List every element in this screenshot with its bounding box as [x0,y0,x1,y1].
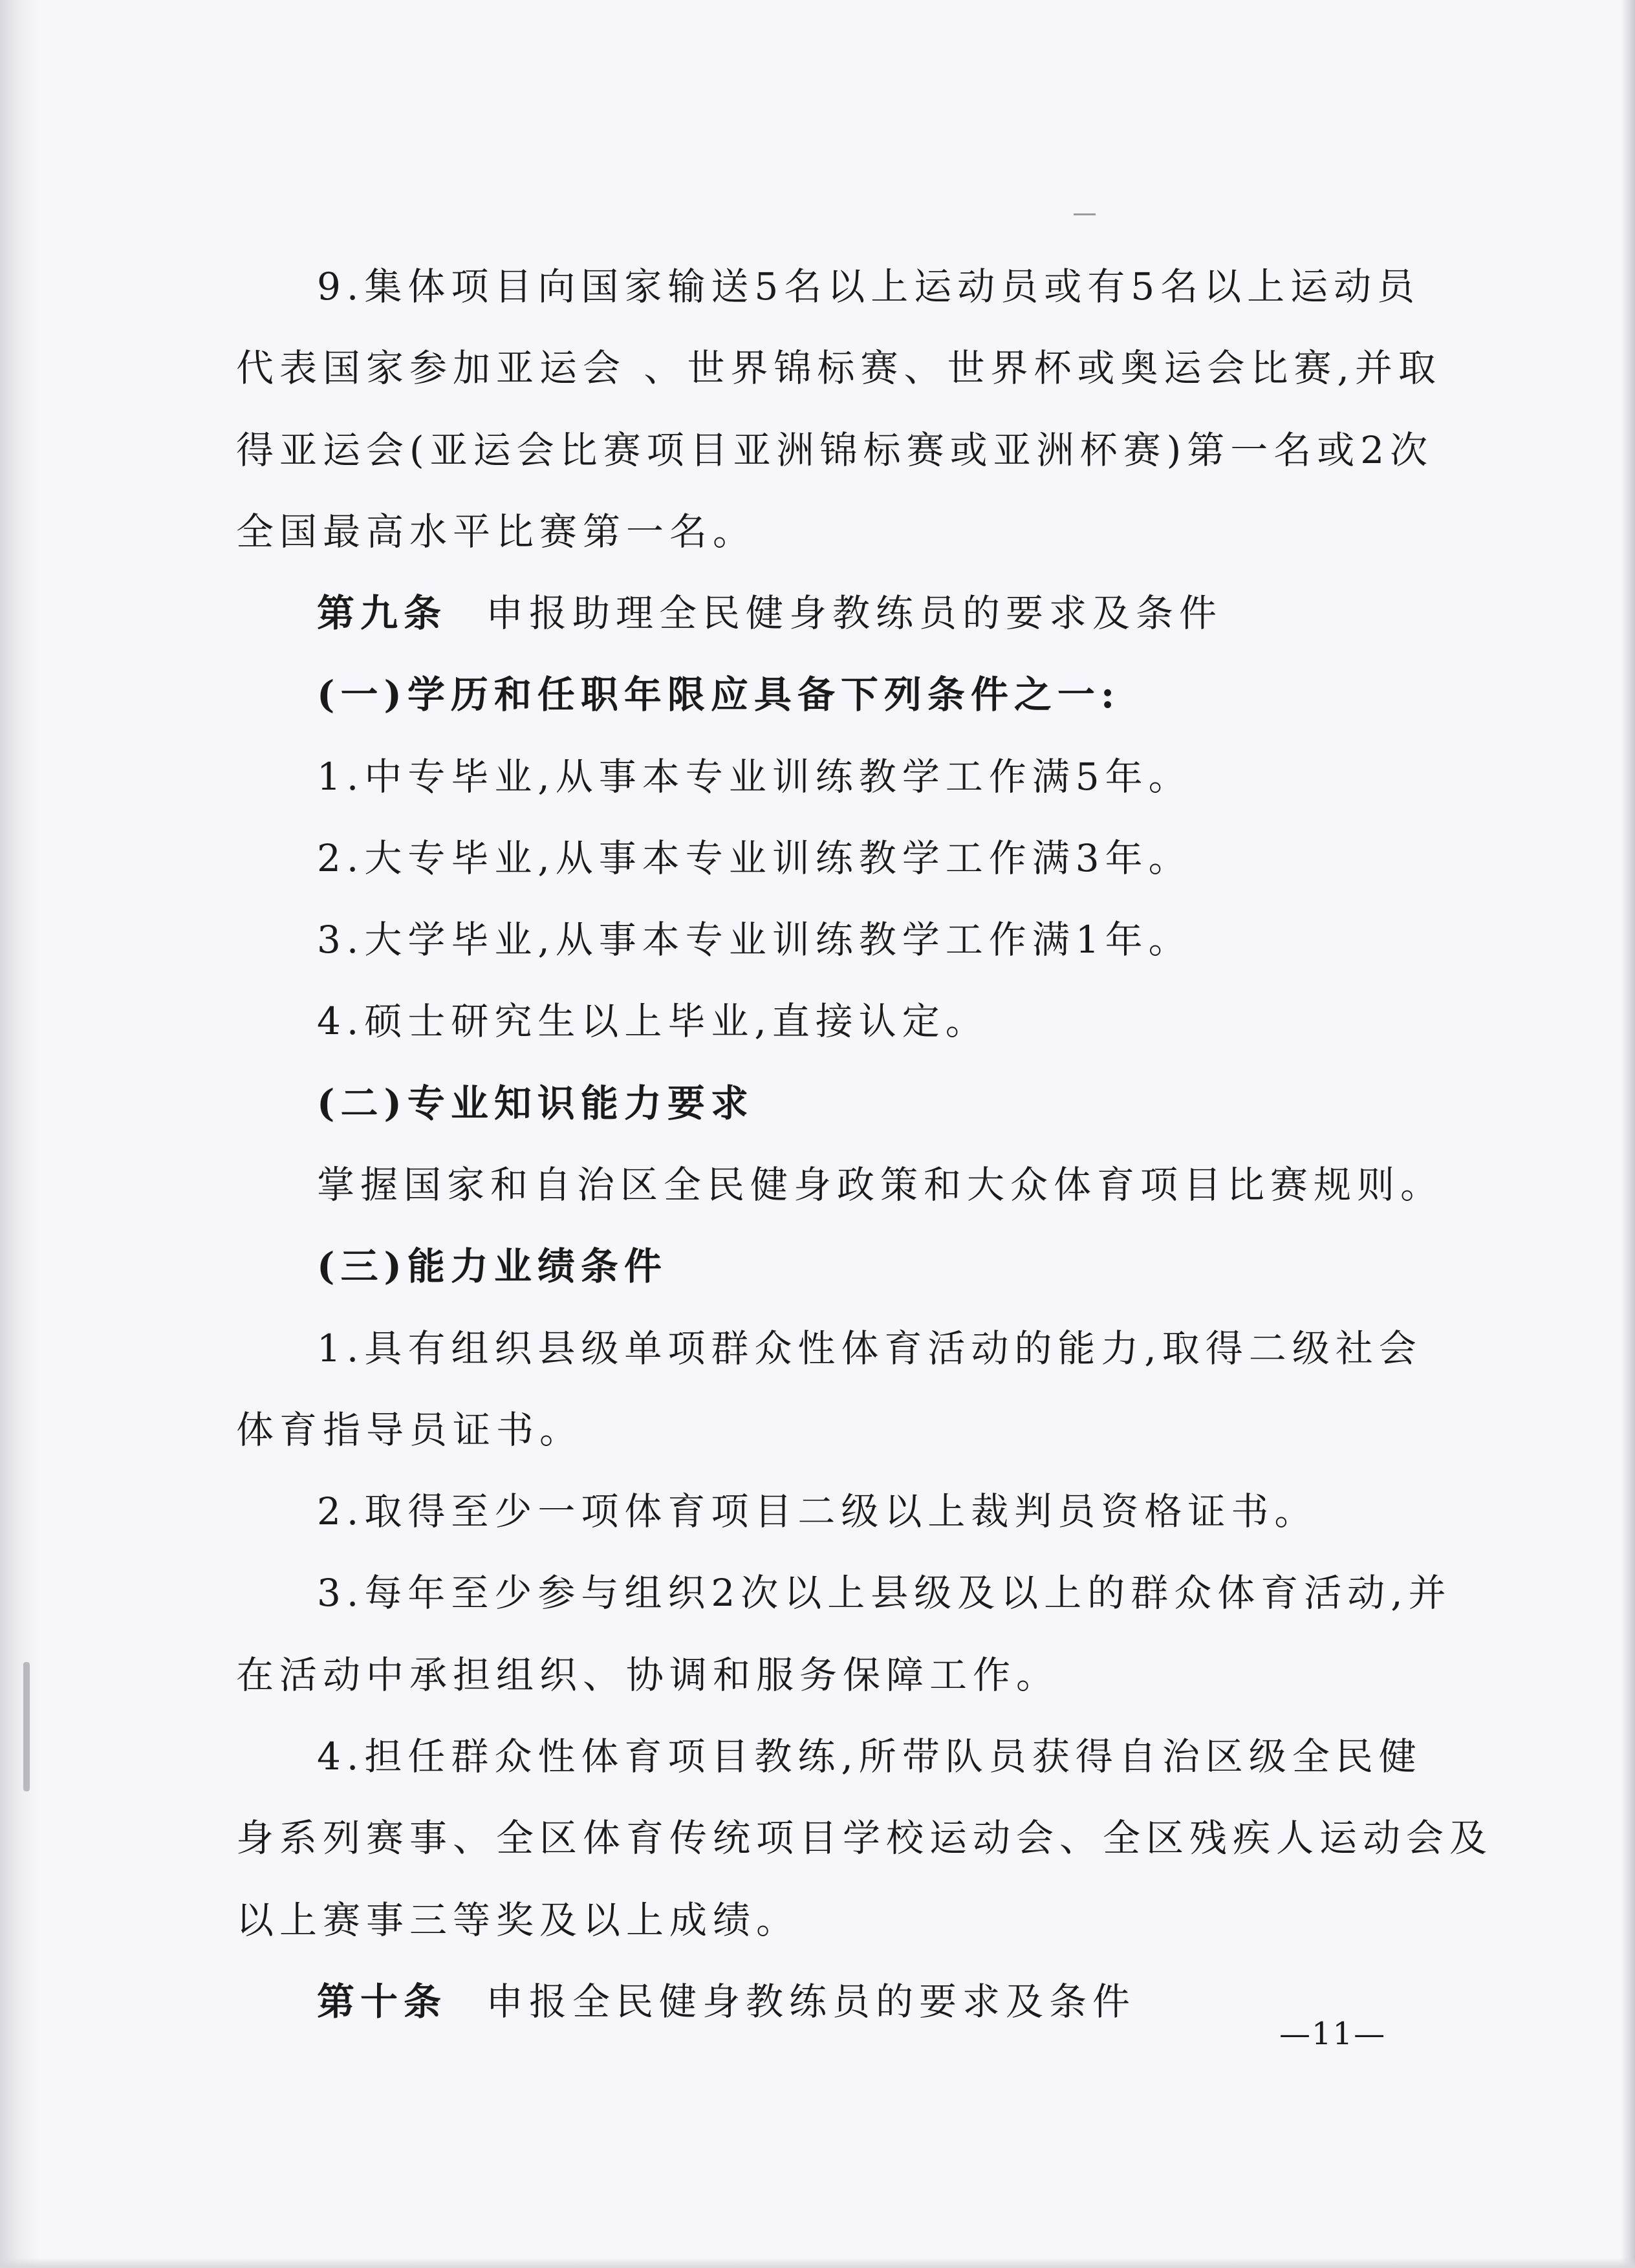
scan-edge-right [1621,0,1635,2268]
article-title: 申报助理全民健身教练员的要求及条件 [486,591,1223,635]
section-heading: (二)专业知识能力要求 [317,1081,754,1125]
paragraph-line: 掌握国家和自治区全民健身政策和大众体育项目比赛规则。 [317,1163,1444,1207]
paragraph-line: 1.具有组织县级单项群众性体育活动的能力,取得二级社会 [317,1326,1422,1370]
scan-shadow-left [0,0,39,2268]
list-item: 4.硕士研究生以上毕业,直接认定。 [317,999,989,1043]
article-heading [317,1979,1136,2024]
scan-edge-bottom [0,2258,1635,2268]
paragraph-line: 以上赛事三等奖及以上成绩。 [236,1898,800,1942]
paragraph-line: 身系列赛事、全区体育传统项目学校运动会、全区残疾人运动会及 [236,1816,1493,1860]
scan-speck [1074,213,1096,215]
page-number: —11— [1279,2016,1387,2052]
article-number: 第十条 [317,1980,448,2024]
article-number: 第九条 [317,591,448,635]
paragraph-line: 2.取得至少一项体育项目二级以上裁判员资格证书。 [317,1489,1318,1533]
paragraph-line: 代表国家参加亚运会 、世界锦标赛、世界杯或奥运会比赛,并取 [236,346,1442,390]
list-item: 2.大专毕业,从事本专业训练教学工作满3年。 [317,836,1192,880]
article-heading [317,590,1222,636]
paragraph-line: 全国最高水平比赛第一名。 [236,510,757,554]
list-item: 3.大学毕业,从事本专业训练教学工作满1年。 [317,918,1192,962]
article-title: 申报全民健身教练员的要求及条件 [486,1980,1136,2024]
paragraph-line: 9.集体项目向国家输送5名以上运动员或有5名以上运动员 [317,265,1421,308]
paragraph-line: 3.每年至少参与组织2次以上县级及以上的群众体育活动,并 [317,1571,1452,1615]
binding-mark [23,1662,30,1791]
paragraph-line: 在活动中承担组织、协调和服务保障工作。 [236,1653,1060,1697]
section-heading: (一)学历和任职年限应具备下列条件之一: [317,673,1121,717]
paragraph-line: 体育指导员证书。 [236,1408,583,1452]
list-item: 1.中专毕业,从事本专业训练教学工作满5年。 [317,755,1192,799]
paragraph-line: 4.担任群众性体育项目教练,所带队员获得自治区级全民健 [317,1734,1422,1778]
paragraph-line: 得亚运会(亚运会比赛项目亚洲锦标赛或亚洲杯赛)第一名或2次 [236,428,1434,472]
section-heading: (三)能力业绩条件 [317,1244,667,1288]
